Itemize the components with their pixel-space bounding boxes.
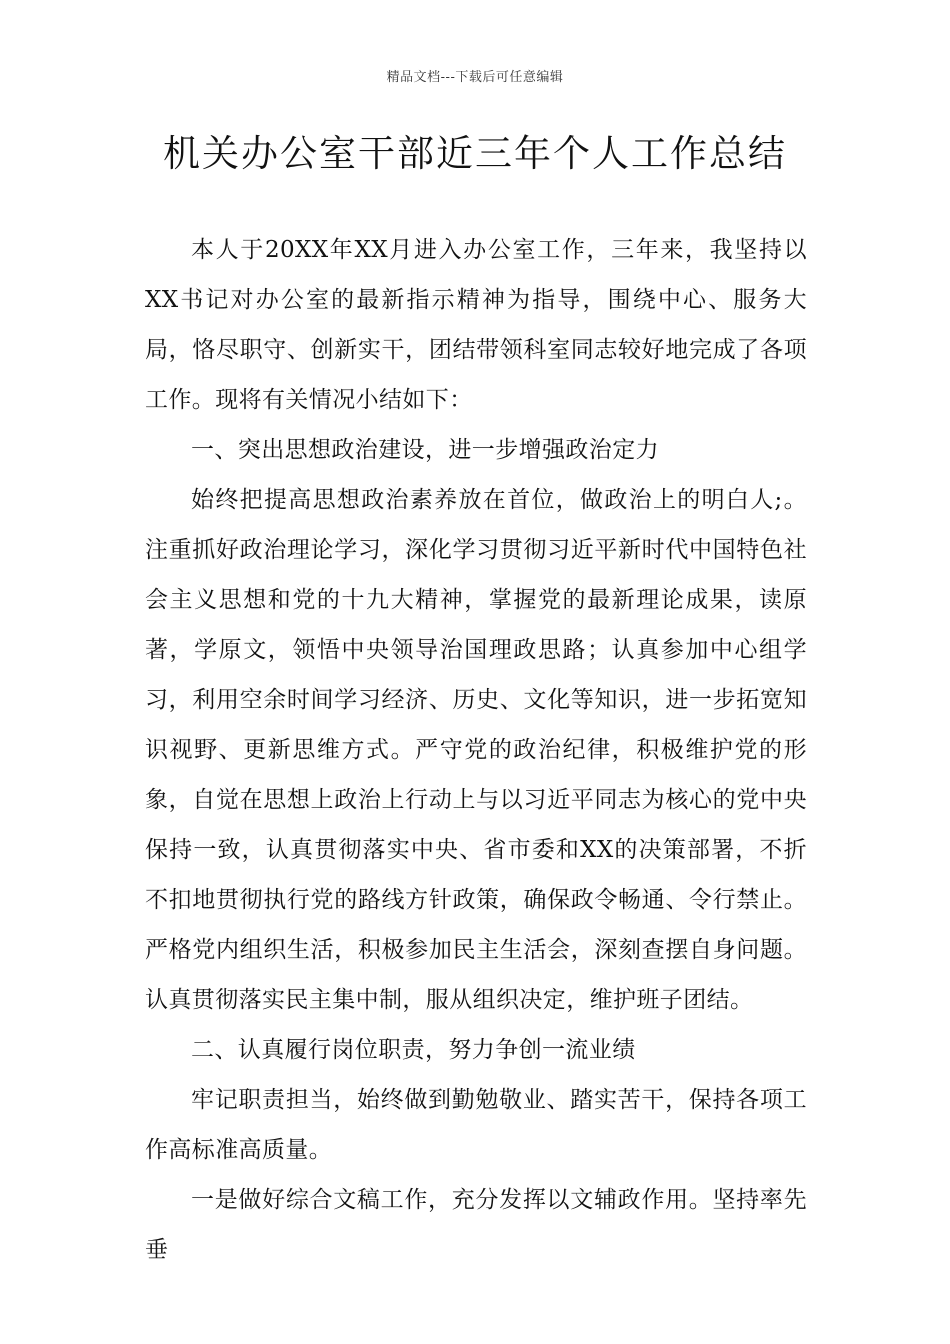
section-heading-2: 二、认真履行岗位职责，努力争创一流业绩 xyxy=(191,1037,636,1063)
section-heading-1: 一、突出思想政治建设，进一步增强政治定力 xyxy=(191,437,659,463)
header-note: 精品文档---下载后可任意编辑 xyxy=(386,70,564,85)
intro-paragraph: 本人于20XX年XX月进入办公室工作，三年来，我坚持以XX书记对办公室的最新指示精神为指导，围绕中心、服务大局，恪尽职守、创新实干，团结带领科室同志较好地完成了各项工作。现将有关情况小结如下： xyxy=(145,237,807,413)
section-2-paragraph: 牢记职责担当，始终做到勤勉敬业、踏实苦干，保持各项工作高标准高质量。 xyxy=(145,1087,807,1163)
document-title: 机关办公室干部近三年个人工作总结 xyxy=(163,132,787,175)
section-1-paragraph: 始终把提高思想政治素养放在首位，做政治上的明白人;。注重抓好政治理论学习，深化学习贯彻习近平新时代中国特色社会主义思想和党的十九大精神，掌握党的最新理论成果，读原著，学原文，领悟中央领导治国理政思路；认真参加中心组学习，利用空余时间学习经济、历史、文化等知识，进一步拓宽知识视野、更新思维方式。严守党的政治纪律，积极维护党的形象，自觉在思想上政治上行动上与以习近平同志为核心的党中央保持一致，认真贯彻落实中央、省市委和XX的决策部署，不折不扣地贯彻执行党的路线方针政策，确保政令畅通、令行禁止。严格党内组织生活，积极参加民主生活会，深刻查摆自身问题。认真贯彻落实民主集中制，服从组织决定，维护班子团结。 xyxy=(145,487,807,1013)
document-body xyxy=(145,225,807,1275)
section-2-item-1-paragraph: 一是做好综合文稿工作，充分发挥以文辅政作用。坚持率先垂 xyxy=(145,1187,807,1263)
